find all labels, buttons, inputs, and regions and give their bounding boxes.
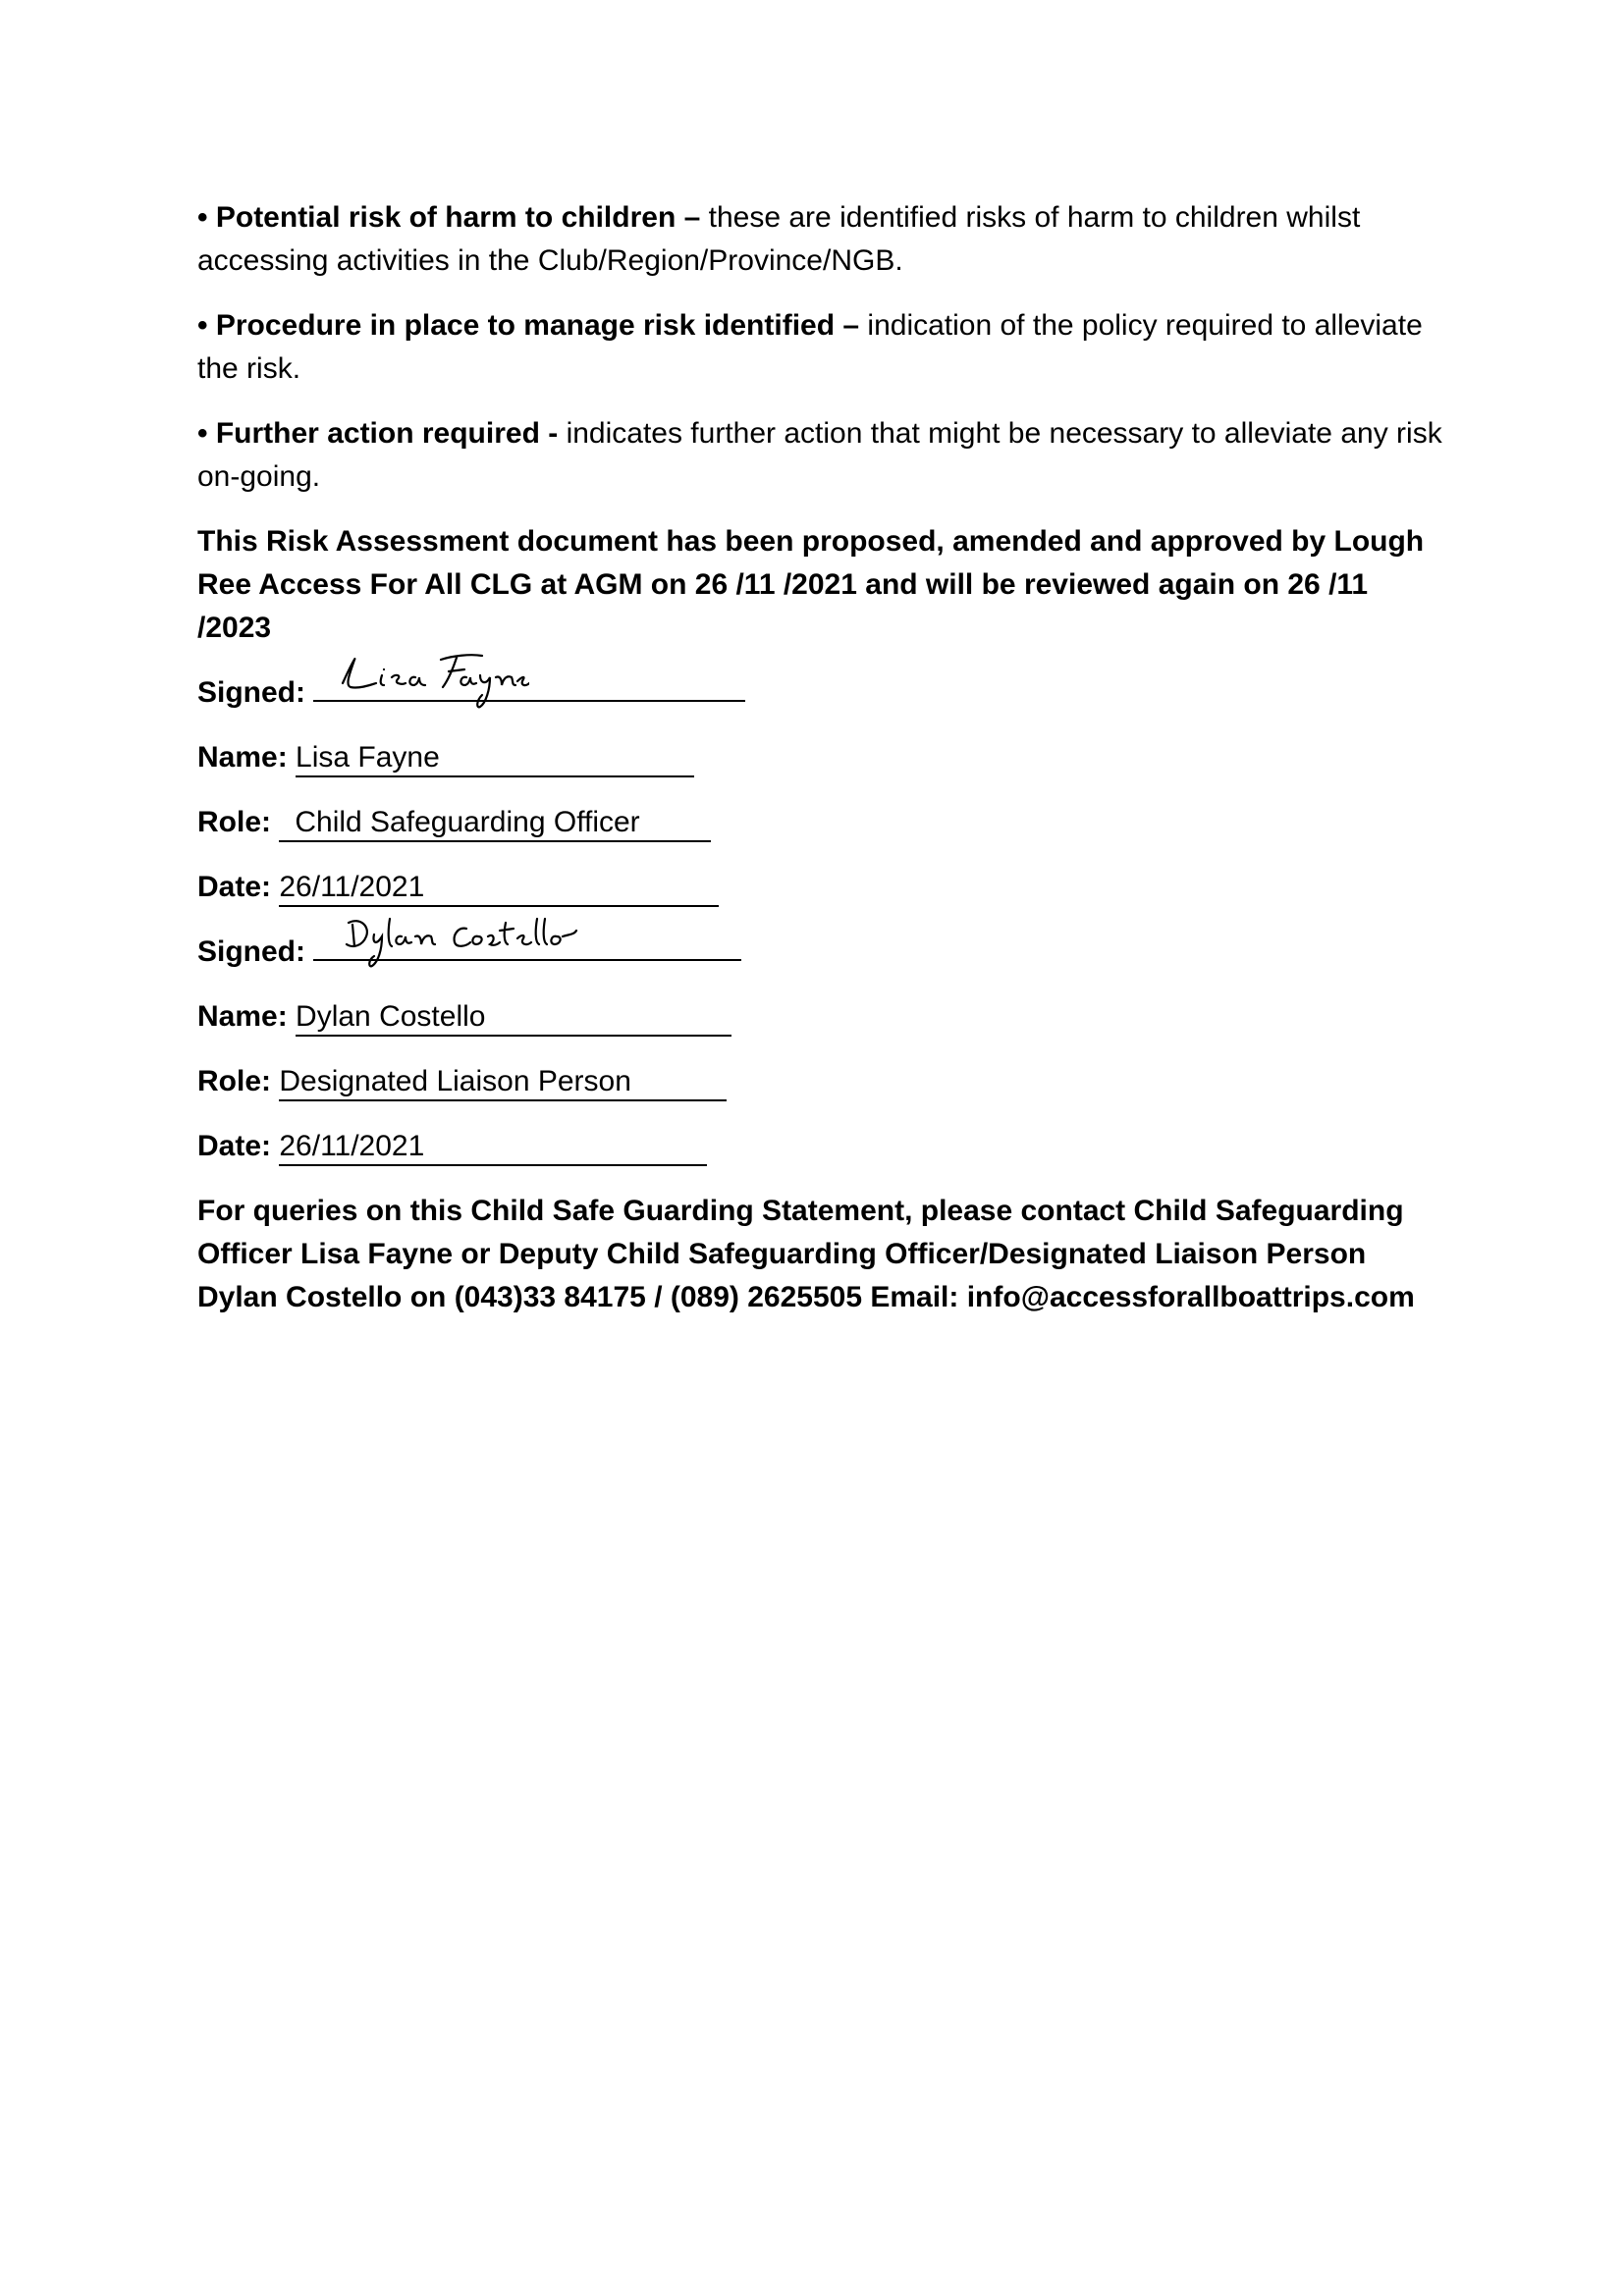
name-field-2: [197, 995, 1444, 1039]
role-field-2: [197, 1060, 1444, 1103]
role-label: Role:: [197, 1065, 271, 1097]
date-label: Date:: [197, 871, 272, 903]
signed-label: Signed:: [197, 935, 305, 968]
signed-field-2: [197, 931, 1444, 974]
date-field-2: [197, 1125, 1444, 1168]
signature-lisa-fayne: [333, 646, 529, 715]
date-value: 26/11/2021: [279, 1129, 707, 1166]
role-label: Role:: [197, 806, 271, 838]
document-page: [197, 196, 1444, 1349]
role-value: Child Safeguarding Officer: [279, 805, 711, 842]
date-value: 26/11/2021: [279, 870, 719, 907]
role-value: Designated Liaison Person: [279, 1064, 727, 1101]
bullet-further-action: • Further action required - indicates further action that might be necessary to alleviate any risk on-going.: [197, 417, 1442, 493]
name-label: Name:: [197, 741, 288, 774]
signed-field-1: [197, 671, 1444, 715]
name-value: Lisa Fayne: [296, 740, 694, 777]
signature-dylan-costello: [341, 905, 596, 974]
role-field-1: [197, 801, 1444, 844]
date-label: Date:: [197, 1130, 272, 1162]
bullet-procedure: • Procedure in place to manage risk identified – indication of the policy required to alleviate the risk.: [197, 309, 1423, 385]
approval-statement: This Risk Assessment document has been proposed, amended and approved by Lough Ree Access For All CLG at AGM on 26 /11 /2021 and will be reviewed again on 26 /11 /2023: [197, 525, 1425, 644]
bullet-risk-of-harm: • Potential risk of harm to children – these are identified risks of harm to children whilst accessing activities in the Club/Region/Province/NGB.: [197, 201, 1361, 277]
name-label: Name:: [197, 1000, 288, 1033]
name-value: Dylan Costello: [296, 999, 731, 1037]
name-field-1: [197, 736, 1444, 779]
signed-label: Signed:: [197, 676, 305, 709]
date-field-1: [197, 866, 1444, 909]
contact-statement: For queries on this Child Safe Guarding Statement, please contact Child Safeguarding Officer Lisa Fayne or Deputy Child Safeguarding Officer/Designated Liaison Person Dylan Costello on (043)33 84175 / (089) 2625505 Email: info@accessforallboattrips.com: [197, 1195, 1415, 1313]
